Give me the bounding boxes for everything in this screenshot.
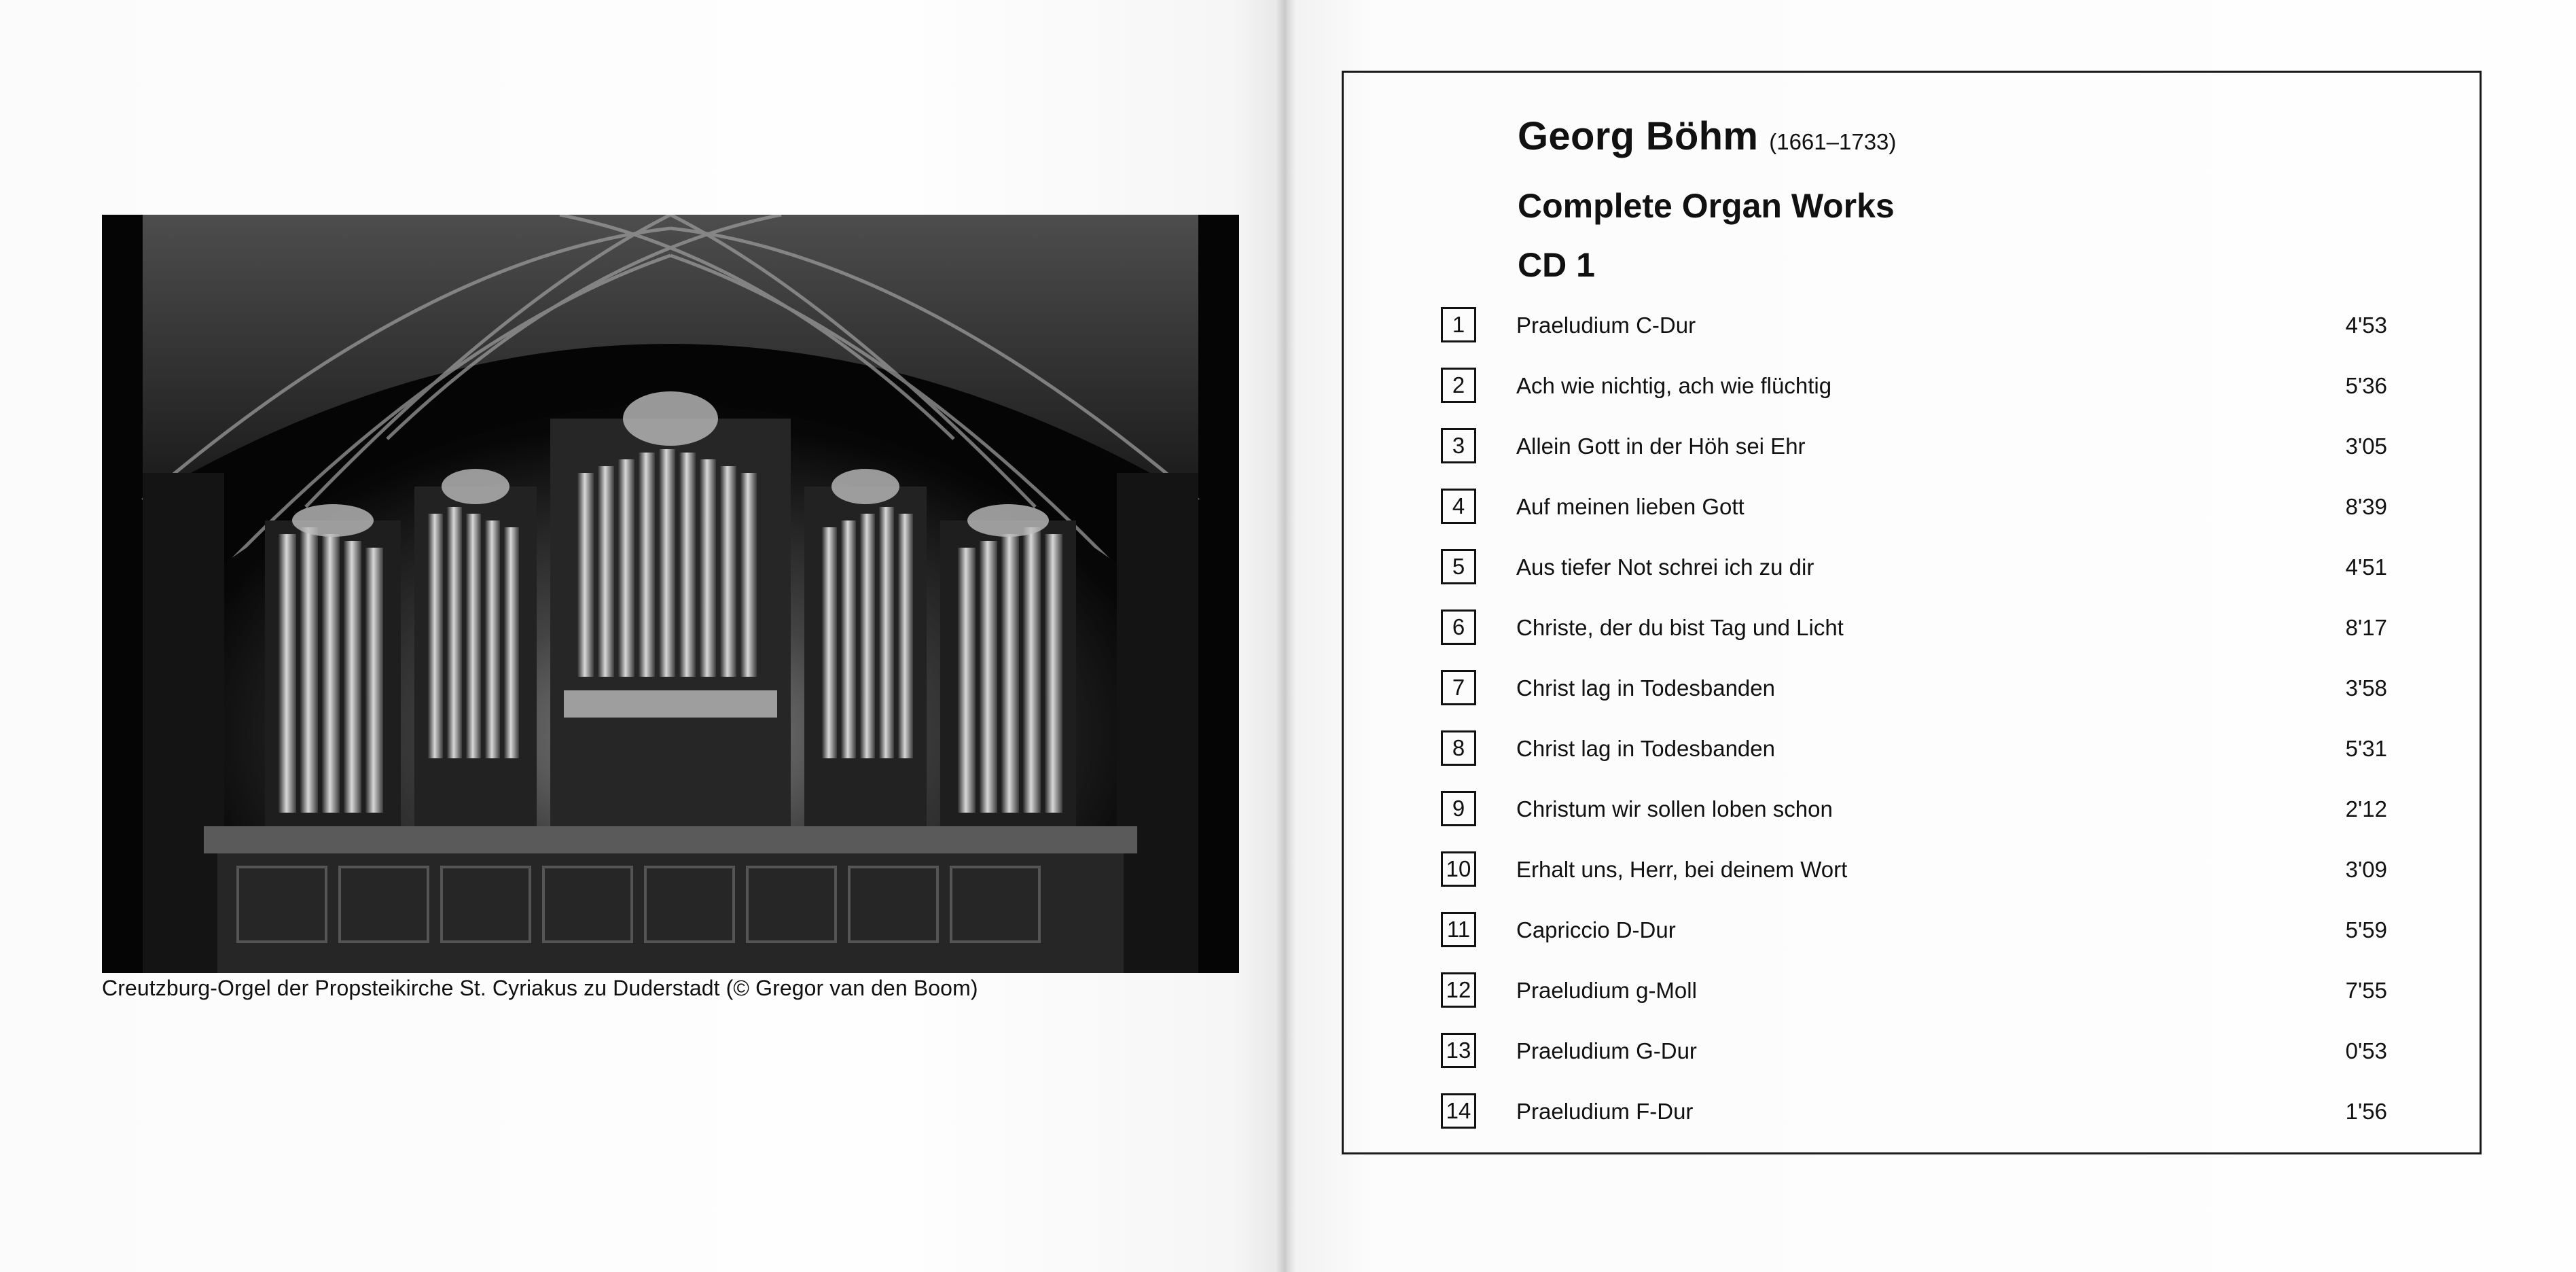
track-duration: 3'05 bbox=[2345, 434, 2387, 459]
photo-caption: Creutzburg-Orgel der Propsteikirche St. Cyriakus zu Duderstadt (© Gregor van den Boom) bbox=[102, 976, 978, 1000]
track-number: 9 bbox=[1441, 791, 1476, 826]
track-number: 7 bbox=[1441, 670, 1476, 705]
work-title: Complete Organ Works bbox=[1518, 187, 1895, 225]
track-title: Ach wie nichtig, ach wie flüchtig bbox=[1516, 373, 1832, 398]
track-row bbox=[1344, 489, 2480, 529]
track-title: Aus tiefer Not schrei ich zu dir bbox=[1516, 554, 1814, 580]
track-row bbox=[1344, 912, 2480, 953]
composer-name: Georg Böhm bbox=[1518, 114, 1759, 158]
track-title: Christum wir sollen loben schon bbox=[1516, 796, 1833, 822]
disc-label: CD 1 bbox=[1518, 246, 1595, 284]
book-gutter bbox=[1276, 0, 1296, 1272]
left-page bbox=[0, 0, 1284, 1272]
track-duration: 7'55 bbox=[2345, 978, 2387, 1003]
track-row bbox=[1344, 307, 2480, 348]
track-number: 13 bbox=[1441, 1033, 1476, 1068]
album-header bbox=[1518, 113, 1896, 289]
track-number: 12 bbox=[1441, 972, 1476, 1008]
track-duration: 1'56 bbox=[2345, 1099, 2387, 1124]
track-row bbox=[1344, 610, 2480, 650]
track-row bbox=[1344, 851, 2480, 892]
track-duration: 0'53 bbox=[2345, 1038, 2387, 1063]
track-duration: 5'36 bbox=[2345, 373, 2387, 398]
track-title: Capriccio D-Dur bbox=[1516, 917, 1676, 942]
track-number: 2 bbox=[1441, 368, 1476, 403]
track-row bbox=[1344, 428, 2480, 469]
track-row bbox=[1344, 368, 2480, 408]
track-number: 5 bbox=[1441, 549, 1476, 584]
track-row bbox=[1344, 670, 2480, 711]
track-title: Christ lag in Todesbanden bbox=[1516, 675, 1775, 701]
track-row bbox=[1344, 730, 2480, 771]
tracklist-panel bbox=[1342, 71, 2482, 1154]
track-number: 10 bbox=[1441, 851, 1476, 887]
track-number: 3 bbox=[1441, 428, 1476, 463]
track-number: 8 bbox=[1441, 730, 1476, 766]
track-title: Praeludium F-Dur bbox=[1516, 1099, 1694, 1124]
track-title: Auf meinen lieben Gott bbox=[1516, 494, 1745, 519]
track-row bbox=[1344, 1033, 2480, 1074]
track-number: 14 bbox=[1441, 1093, 1476, 1129]
track-title: Christ lag in Todesbanden bbox=[1516, 736, 1775, 761]
track-row bbox=[1344, 972, 2480, 1013]
track-title: Erhalt uns, Herr, bei deinem Wort bbox=[1516, 857, 1848, 882]
track-duration: 4'53 bbox=[2345, 313, 2387, 338]
track-duration: 4'51 bbox=[2345, 554, 2387, 580]
track-title: Praeludium G-Dur bbox=[1516, 1038, 1697, 1063]
track-number: 6 bbox=[1441, 610, 1476, 645]
organ-photo bbox=[102, 215, 1239, 973]
track-duration: 3'58 bbox=[2345, 675, 2387, 701]
track-title: Christe, der du bist Tag und Licht bbox=[1516, 615, 1844, 640]
track-duration: 3'09 bbox=[2345, 857, 2387, 882]
track-row bbox=[1344, 549, 2480, 590]
track-number: 4 bbox=[1441, 489, 1476, 524]
organ-image bbox=[102, 215, 1239, 973]
composer-line bbox=[1518, 113, 1896, 179]
track-duration: 8'39 bbox=[2345, 494, 2387, 519]
track-title: Allein Gott in der Höh sei Ehr bbox=[1516, 434, 1806, 459]
track-duration: 5'31 bbox=[2345, 736, 2387, 761]
track-number: 1 bbox=[1441, 307, 1476, 342]
track-title: Praeludium C-Dur bbox=[1516, 313, 1696, 338]
track-duration: 8'17 bbox=[2345, 615, 2387, 640]
track-title: Praeludium g-Moll bbox=[1516, 978, 1697, 1003]
track-row bbox=[1344, 791, 2480, 832]
track-row bbox=[1344, 1093, 2480, 1134]
track-duration: 5'59 bbox=[2345, 917, 2387, 942]
composer-dates: (1661–1733) bbox=[1769, 129, 1897, 154]
track-duration: 2'12 bbox=[2345, 796, 2387, 822]
track-number: 11 bbox=[1441, 912, 1476, 947]
